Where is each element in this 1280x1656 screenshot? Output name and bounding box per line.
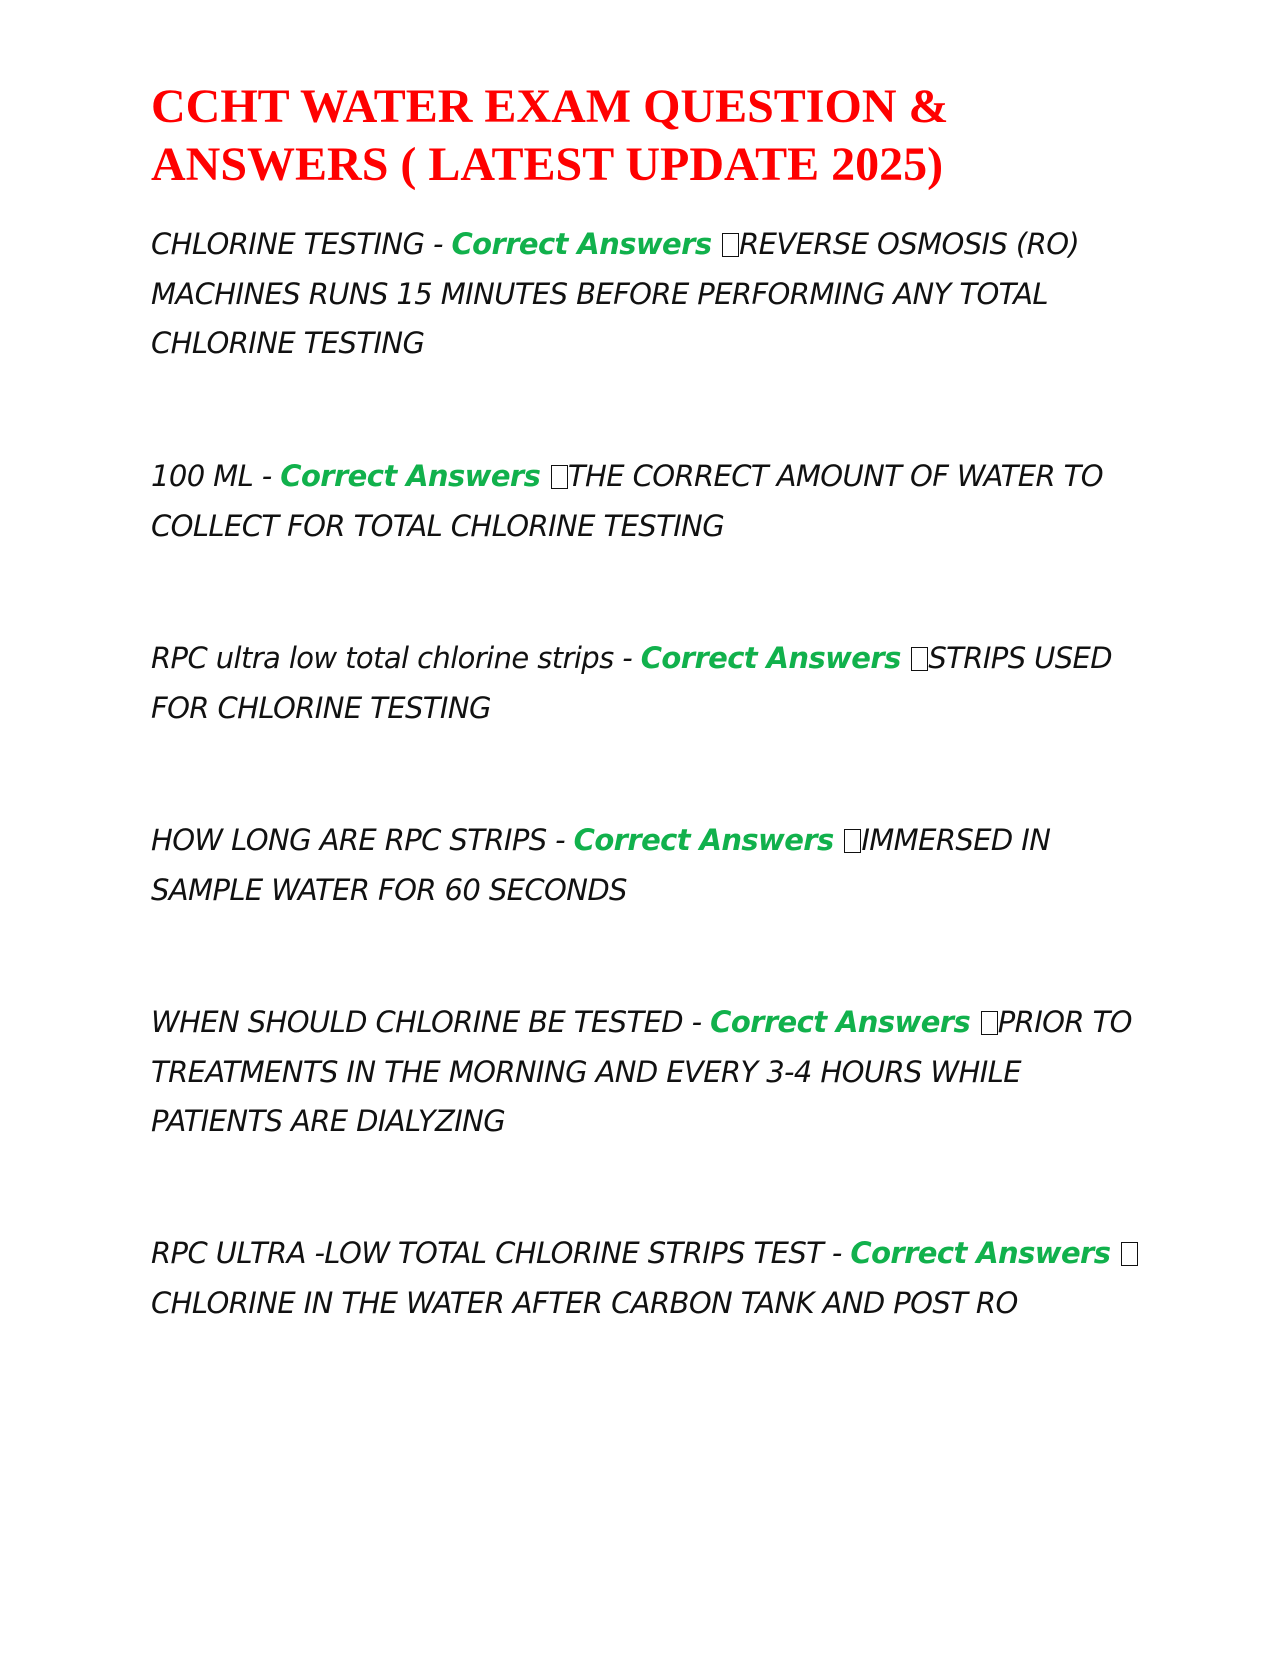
answer-text: STRIPS USED FOR CHLORINE TESTING [151,641,1113,725]
correct-answers-label: Correct Answers [280,459,541,493]
question-text: 100 ML [151,459,254,493]
checkbox-glyph-icon [844,829,861,853]
correct-answers-label: Correct Answers [640,641,901,675]
qa-item [151,452,1141,551]
separator: - [546,823,574,857]
qa-item [151,998,1141,1147]
answer-text: IMMERSED IN SAMPLE WATER FOR 60 SECONDS [151,823,1051,907]
question-text: WHEN SHOULD CHLORINE BE TESTED [151,1005,684,1039]
correct-answers-label: Correct Answers [573,823,834,857]
question-text: RPC ULTRA -LOW TOTAL CHLORINE STRIPS TEST [151,1236,824,1270]
qa-item [151,816,1141,915]
answer-text: CHLORINE IN THE WATER AFTER CARBON TANK AND POST RO [151,1285,1018,1320]
correct-answers-label: Correct Answers [451,227,712,261]
document-title: CCHT WATER EXAM QUESTION & ANSWERS ( LATEST UPDATE 2025) [151,80,949,191]
answer-text: THE CORRECT AMOUNT OF WATER TO COLLECT FOR TOTAL CHLORINE TESTING [151,459,1104,543]
answer-text: PRIOR TO TREATMENTS IN THE MORNING AND EVERY 3-4 HOURS WHILE PATIENTS ARE DIALYZING [151,1005,1132,1138]
separator: - [613,641,641,675]
question-text: RPC ultra low total chlorine strips [151,641,614,675]
checkbox-glyph-icon [911,647,928,671]
answer-text: REVERSE OSMOSIS (RO) MACHINES RUNS 15 MINUTES BEFORE PERFORMING ANY TOTAL CHLORINE TESTING [151,227,1080,360]
question-text: HOW LONG ARE RPC STRIPS [151,823,547,857]
checkbox-glyph-icon [551,465,568,489]
question-text: CHLORINE TESTING [151,227,425,261]
qa-item [151,634,1141,733]
qa-item [151,220,1141,369]
checkbox-glyph-icon [722,233,739,257]
correct-answers-label: Correct Answers [850,1236,1111,1270]
checkbox-glyph-icon [981,1011,998,1035]
correct-answers-label: Correct Answers [710,1005,971,1039]
separator: - [424,227,452,261]
checkbox-glyph-icon [1121,1242,1138,1266]
qa-item [151,1229,1141,1328]
separator: - [683,1005,711,1039]
separator: - [823,1236,851,1270]
separator: - [253,459,281,493]
